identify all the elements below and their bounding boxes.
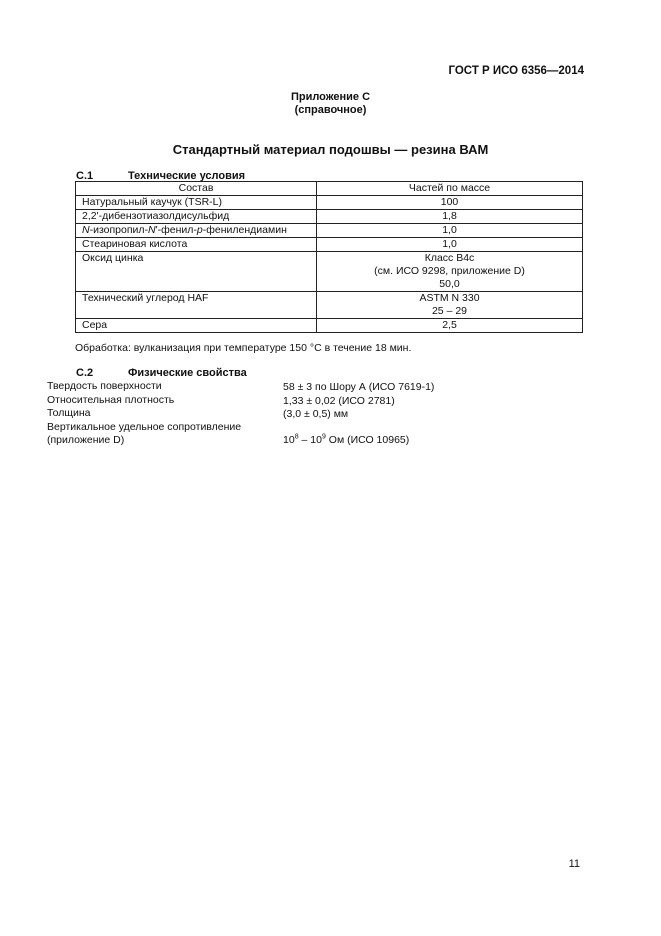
text-part: -изопропил- (89, 224, 149, 236)
cell-parts (317, 292, 583, 319)
cell-composition: Технический углерод HAF (76, 292, 317, 319)
parts-line: 25 – 29 (431, 305, 468, 317)
cell-parts: 1,0 (317, 238, 583, 252)
italic-p: p (196, 224, 203, 236)
composition-table (75, 181, 583, 333)
processing-note: Обработка: вулканизация при температуре 150 °С в течение 18 мин. (75, 342, 412, 354)
section-1-title: Технические условия (128, 170, 246, 182)
cell-composition: 2,2'-дибензотиазолдисульфид (76, 210, 317, 224)
cell-parts: 1,0 (317, 224, 583, 238)
parts-line: 50,0 (439, 278, 460, 290)
cell-parts: 1,8 (317, 210, 583, 224)
cell-composition: Оксид цинка (76, 252, 317, 292)
annex-subtitle: (справочное) (294, 104, 367, 116)
cell-parts: 2,5 (317, 319, 583, 333)
value-part: Ом (ИСО 10965) (325, 434, 410, 446)
cell-composition: Стеариновая кислота (76, 238, 317, 252)
header-parts: Частей по массе (317, 182, 583, 196)
property-value: 1,33 ± 0,02 (ИСО 2781) (283, 395, 395, 407)
property-label: Твердость поверхности (47, 380, 162, 392)
section-2-number: С.2 (76, 367, 94, 379)
page-number: 11 (568, 858, 580, 870)
property-label: Толщина (47, 407, 91, 419)
table-row (76, 292, 583, 319)
table-row (76, 224, 583, 238)
italic-n: N (82, 224, 90, 236)
text-part: '-фенил- (155, 224, 197, 236)
section-2-title: Физические свойства (128, 367, 247, 379)
exponent: 9 (321, 433, 326, 441)
table-row (76, 252, 583, 292)
section-1-number: С.1 (76, 170, 94, 182)
property-label: (приложение D) (47, 434, 125, 446)
annex-title: Приложение С (290, 91, 371, 103)
resistance-value (283, 434, 409, 446)
value-part: 10 (283, 434, 295, 446)
table-row (76, 196, 583, 210)
main-title: Стандартный материал подошвы — резина ВАМ (172, 142, 489, 157)
cell-composition: Сера (76, 319, 317, 333)
parts-line: (см. ИСО 9298, приложение D) (374, 265, 525, 277)
property-value: 58 ± 3 по Шору А (ИСО 7619-1) (283, 381, 435, 393)
parts-line: ASTM N 330 (419, 292, 480, 304)
parts-line: Класс В4с (424, 252, 475, 264)
cell-parts (317, 252, 583, 292)
cell-composition (76, 224, 317, 238)
document-code: ГОСТ Р ИСО 6356—2014 (448, 65, 584, 77)
table-row (76, 319, 583, 333)
table-header-row (76, 182, 583, 196)
property-value: (3,0 ± 0,5) мм (283, 408, 349, 420)
italic-n: N (148, 224, 156, 236)
text-part: -фенилендиамин (202, 224, 287, 236)
table-row (76, 238, 583, 252)
header-composition: Состав (76, 182, 317, 196)
exponent: 8 (294, 433, 299, 441)
table-row (76, 210, 583, 224)
cell-parts: 100 (317, 196, 583, 210)
property-label: Относительная плотность (47, 394, 175, 406)
cell-composition: Натуральный каучук (TSR-L) (76, 196, 317, 210)
property-label: Вертикальное удельное сопротивление (47, 421, 242, 433)
value-part: – 10 (298, 434, 322, 446)
